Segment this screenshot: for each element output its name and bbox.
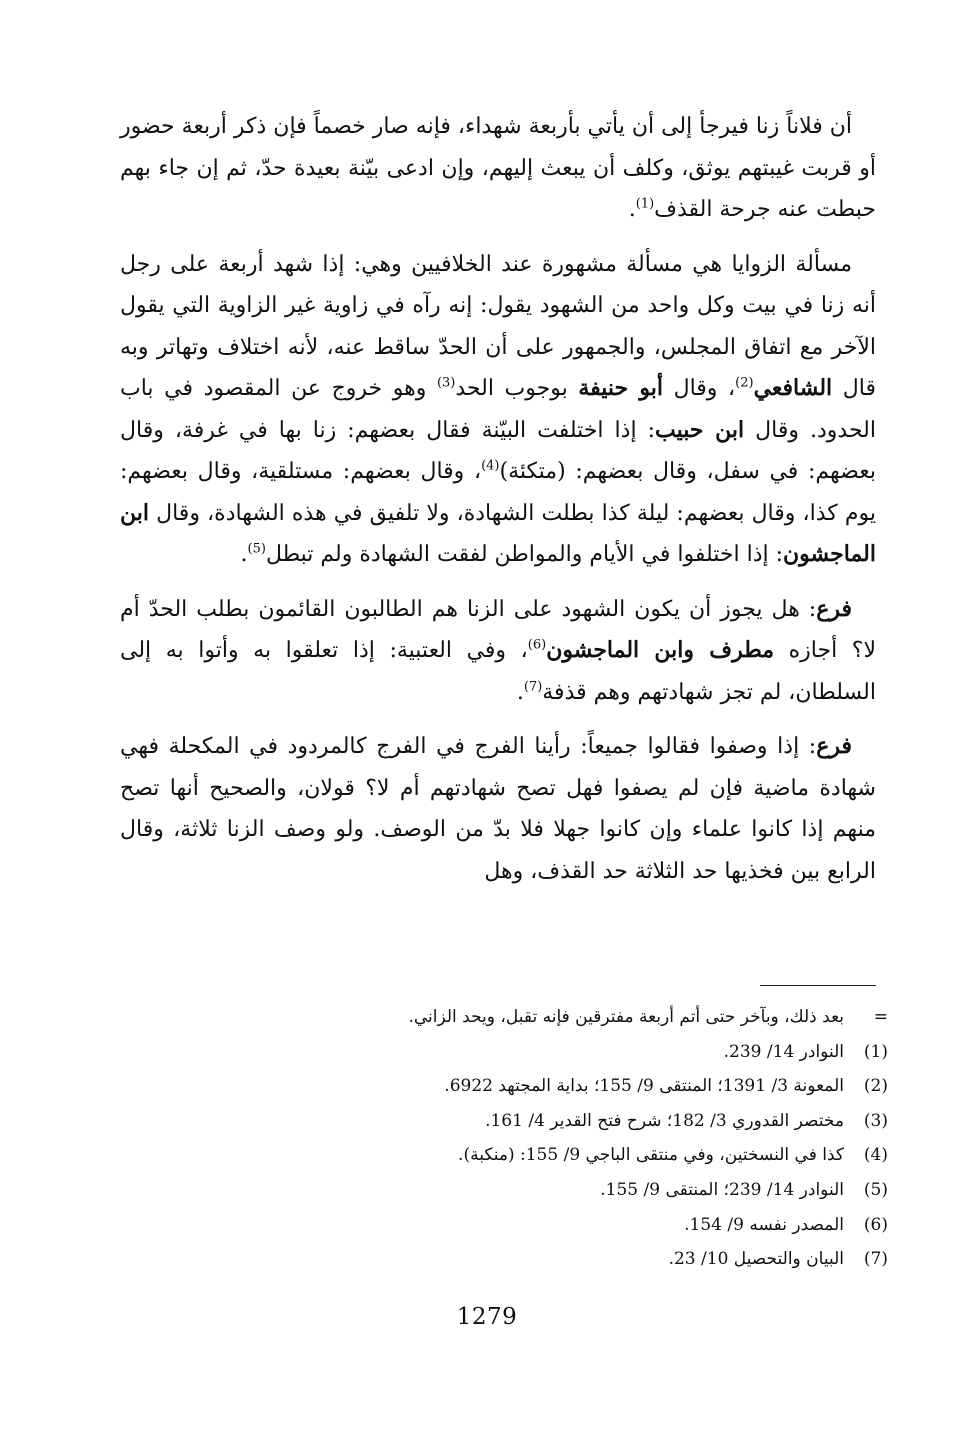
footnote-reference: (3) bbox=[436, 375, 456, 391]
main-text bbox=[120, 106, 876, 905]
footnote-number: (3) bbox=[863, 1110, 888, 1131]
footnote-text: البيان والتحصيل 10/ 23. bbox=[668, 1249, 844, 1270]
bold-name: ابن الماجشون bbox=[120, 499, 876, 567]
footnote-separator bbox=[760, 985, 876, 986]
footnote-reference: (1) bbox=[635, 196, 655, 212]
footnote-number: (1) bbox=[863, 1041, 888, 1062]
footnote-reference: (5) bbox=[247, 541, 266, 557]
footnote bbox=[200, 1208, 888, 1243]
text-run: ، وقال bbox=[662, 376, 736, 401]
footnote-reference: (6) bbox=[527, 637, 547, 653]
footnote-reference: (2) bbox=[735, 375, 754, 391]
footnote-reference: (7) bbox=[523, 679, 543, 695]
footnote-text: مختصر القدوري 3/ 182؛ شرح فتح القدير 4/ 161. bbox=[485, 1110, 844, 1131]
footnote-number: (2) bbox=[863, 1076, 888, 1097]
paragraph bbox=[120, 726, 876, 892]
footnote-number: (7) bbox=[863, 1249, 888, 1270]
text-run: ، وقال بعضهم: مستلقية، وقال بعضهم: يوم كذا، وقال بعضهم: ليلة كذا بطلت الشهادة، ولا تلفيق في هذه الشهادة، وقال bbox=[120, 459, 876, 526]
text-run: وهو خروج عن المقصود في باب الحدود. وقال bbox=[120, 376, 876, 443]
bold-name: الشافعي bbox=[753, 375, 833, 401]
footnote-text: النوادر 14/ 239. bbox=[723, 1041, 844, 1062]
footnote bbox=[200, 1035, 888, 1070]
footnote-text: المصدر نفسه 9/ 154. bbox=[684, 1214, 844, 1235]
text-run: أن فلاناً زنا فيرجأ إلى أن يأتي بأربعة شهداء، فإنه صار خصماً فإن ذكر أربعة حضور أو قربت غيبتهم يوثق، وكلف أن يبعث إليهم، وإن ادعى بيّنة بعيدة حدّ، ثم إن جاء بهم حبطت عنه جرحة القذف bbox=[119, 114, 876, 222]
text-run: . bbox=[628, 197, 636, 222]
text-run: : إذا اختلفت البيّنة فقال بعضهم: زنا بها في غرفة، وقال بعضهم: في سفل، وقال بعضهم: (متكئة) bbox=[120, 417, 876, 484]
bold-name: فرع bbox=[816, 595, 852, 622]
text-run: : هل يجوز أن يكون الشهود على الزنا هم الطالبون القائمون بطلب الحدّ أم لا؟ أجازه bbox=[120, 596, 876, 663]
text-run: بوجوب الحد bbox=[455, 376, 579, 401]
paragraph bbox=[120, 589, 876, 714]
footnote-text: المعونة 3/ 1391؛ المنتقى 9/ 155؛ بداية المجتهد 6922. bbox=[444, 1076, 844, 1097]
footnote-text: بعد ذلك، وبآخر حتى أتم أربعة مفترقين فإنه تقبل، ويحد الزاني. bbox=[408, 1007, 844, 1027]
page-number: 1279 bbox=[456, 1304, 518, 1330]
text-run: مسألة الزوايا هي مسألة مشهورة عند الخلافيين وهي: إذا شهد أربعة على رجل أنه زنا في بيت وكل واحد من الشهود يقول: إنه رآه في زاوية غير الزاوية التي يقول الآخر مع اتفاق المجلس، والجمهور على أن الحدّ ساقط عنه، لأنه اختلاف وتهاتر وبه قال bbox=[120, 251, 876, 401]
footnote bbox=[200, 1173, 888, 1208]
footnote-number: = bbox=[873, 1007, 888, 1027]
footnote bbox=[200, 1069, 888, 1104]
paragraph bbox=[120, 244, 876, 576]
bold-name: ابن حبيب bbox=[655, 416, 745, 443]
text-run: : إذا وصفوا فقالوا جميعاً: رأينا الفرج في الفرج كالمردود في المكحلة فهي شهادة ماضية فإن لم يصفوا فهل تصح شهادتهم أم لا؟ قولان، والصحيح أنها تصح منهم إذا كانوا علماء وإن كانوا جهلا فلا بدّ من الوصف. ولو وصف الزنا ثلاثة، وقال الرابع بين فخذيها حد الثلاثة حد القذف، وهل bbox=[120, 734, 876, 884]
footnote-number: (4) bbox=[863, 1145, 888, 1166]
bold-name: أبو حنيفة bbox=[578, 375, 663, 401]
footnote bbox=[200, 1138, 888, 1173]
footnote bbox=[200, 1000, 888, 1035]
footnote bbox=[200, 1104, 888, 1139]
text-run: . bbox=[516, 679, 524, 705]
text-run: ، وفي العتبية: إذا تعلقوا به وأتوا به إلى السلطان، لم تجز شهادتهم وهم قذفة bbox=[120, 638, 876, 705]
text-run: . bbox=[240, 542, 248, 567]
footnote-reference: (4) bbox=[481, 458, 500, 474]
footnote-number: (6) bbox=[863, 1214, 888, 1235]
bold-name: مطرف وابن الماجشون bbox=[546, 637, 775, 663]
paragraph bbox=[120, 106, 876, 231]
footnote bbox=[200, 1242, 888, 1277]
text-run: : إذا اختلفوا في الأيام والمواطن لفقت الشهادة ولم تبطل bbox=[265, 542, 784, 567]
footnote-number: (5) bbox=[863, 1179, 888, 1200]
bold-name: فرع bbox=[816, 733, 852, 759]
footnote-text: كذا في النسختين، وفي منتقى الباجي 9/ 155: (منكبة). bbox=[458, 1145, 844, 1166]
footnote-text: النوادر 14/ 239؛ المنتقى 9/ 155. bbox=[600, 1179, 844, 1200]
footnotes bbox=[200, 1000, 888, 1277]
